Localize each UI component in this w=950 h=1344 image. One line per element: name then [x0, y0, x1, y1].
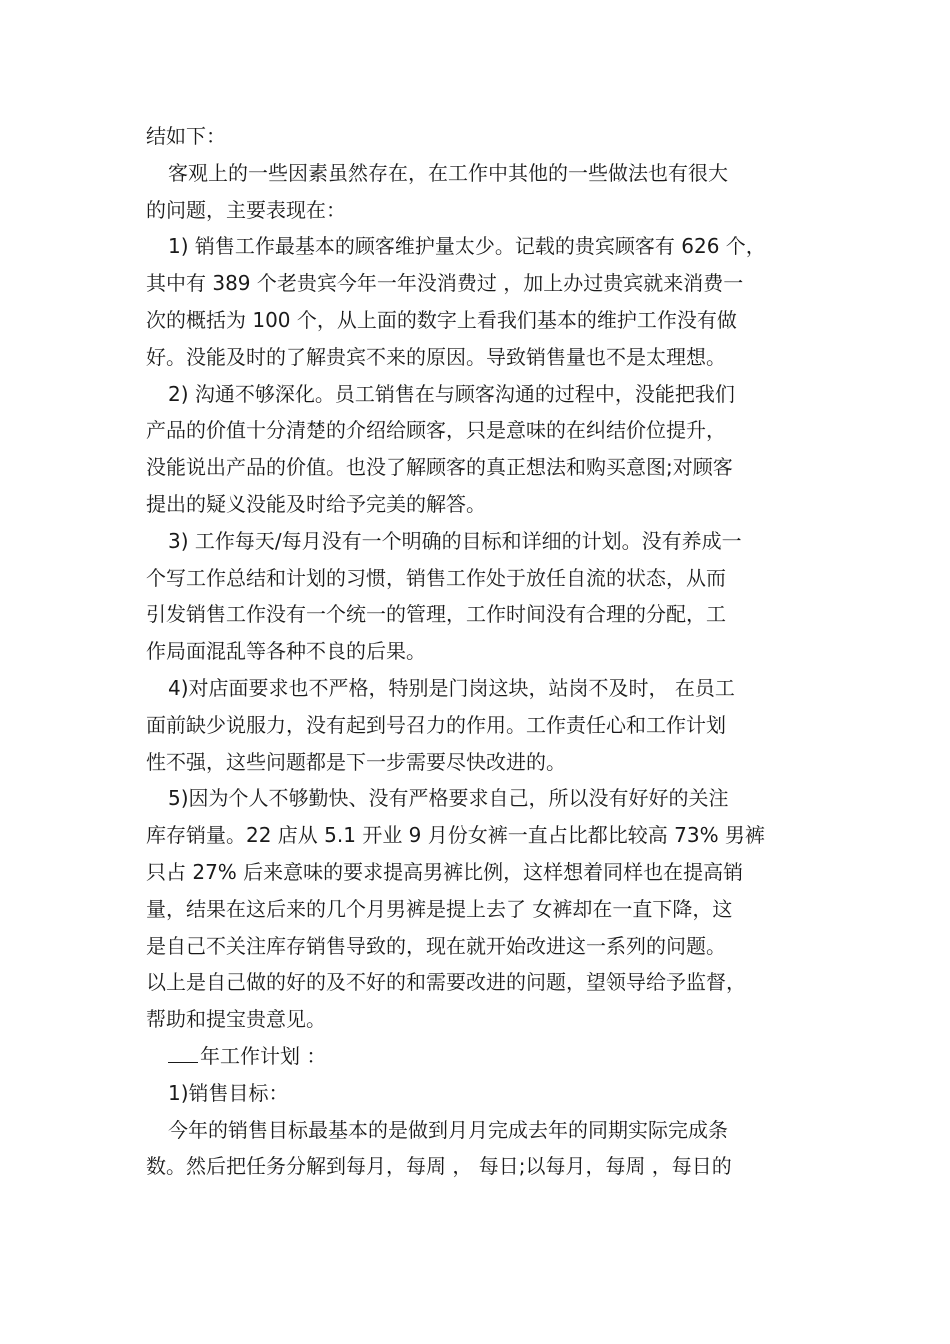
- paragraph-line: [146, 412, 826, 449]
- paragraph-line: [146, 376, 826, 413]
- line-text: 以上是自己做的好的及不好的和需要改进的问题，望领导给予监督，: [146, 970, 746, 995]
- line-text: 好。没能及时的了解贵宾不来的原因。导致销售量也不是太理想。: [146, 344, 726, 369]
- line-text: 引发销售工作没有一个统一的管理，工作时间没有合理的分配，工: [146, 602, 726, 627]
- paragraph-line: [146, 633, 826, 670]
- paragraph-line: [146, 192, 826, 229]
- line-text: 帮助和提宝贵意见。: [146, 1007, 326, 1032]
- line-text: 的问题，主要表现在：: [146, 197, 346, 222]
- paragraph-line: [146, 928, 826, 965]
- line-text: 提出的疑义没能及时给予完美的解答。: [146, 491, 486, 516]
- blank-underline: [168, 1040, 198, 1063]
- paragraph-line: [146, 1038, 826, 1075]
- paragraph-line: [146, 228, 826, 265]
- document-body: [146, 118, 826, 1185]
- line-text: 面前缺少说服力，没有起到号召力的作用。工作责任心和工作计划: [146, 712, 726, 737]
- line-text: 其中有 389 个老贵宾今年一年没消费过 ，加上办过贵宾就来消费一: [146, 271, 744, 296]
- paragraph-line: [146, 854, 826, 891]
- paragraph-line: [146, 1112, 826, 1149]
- line-text: 1) 销售工作最基本的顾客维护量太少。记载的贵宾顾客有 626 个，: [168, 234, 766, 259]
- line-text: 库存销量。22 店从 5.1 开业 9 月份女裤一直占比都比较高 73% 男裤: [146, 823, 765, 848]
- line-text: 个写工作总结和计划的习惯，销售工作处于放任自流的状态，从而: [146, 565, 726, 590]
- line-text: 性不强，这些问题都是下一步需要尽快改进的。: [146, 749, 566, 774]
- paragraph-line: [146, 817, 826, 854]
- paragraph-line: [146, 780, 826, 817]
- line-text: 3) 工作每天/每月没有一个明确的目标和详细的计划。没有养成一: [168, 528, 742, 553]
- line-text: 没能说出产品的价值。也没了解顾客的真正想法和购买意图;对顾客: [146, 455, 733, 480]
- line-text: 只占 27% 后来意味的要求提高男裤比例，这样想着同样也在提高销: [146, 859, 744, 884]
- line-text: 4)对店面要求也不严格，特别是门岗这块，站岗不及时， 在员工: [168, 675, 735, 700]
- paragraph-line: [146, 1001, 826, 1038]
- paragraph-line: [146, 964, 826, 1001]
- line-text: 客观上的一些因素虽然存在，在工作中其他的一些做法也有很大: [168, 160, 728, 185]
- line-text: 次的概括为 100 个，从上面的数字上看我们基本的维护工作没有做: [146, 307, 737, 332]
- line-text: 是自己不关注库存销售导致的，现在就开始改进这一系列的问题。: [146, 933, 726, 958]
- line-text: 数。然后把任务分解到每月，每周 ， 每日;以每月，每周 ，每日的: [146, 1154, 732, 1179]
- paragraph-line: [146, 1075, 826, 1112]
- paragraph-line: [146, 523, 826, 560]
- line-text: 5)因为个人不够勤快、没有严格要求自己，所以没有好好的关注: [168, 786, 729, 811]
- paragraph-line: [146, 155, 826, 192]
- paragraph-line: [146, 670, 826, 707]
- line-text: 年工作计划 ：: [200, 1043, 327, 1068]
- line-text: 量，结果在这后来的几个月男裤是提上去了 女裤却在一直下降，这: [146, 896, 733, 921]
- paragraph-line: [146, 302, 826, 339]
- line-text: 今年的销售目标最基本的是做到月月完成去年的同期实际完成条: [168, 1117, 728, 1142]
- line-text: 2) 沟通不够深化。员工销售在与顾客沟通的过程中，没能把我们: [168, 381, 735, 406]
- paragraph-line: [146, 339, 826, 376]
- paragraph-line: [146, 596, 826, 633]
- paragraph-line: [146, 560, 826, 597]
- line-text: 1)销售目标：: [168, 1080, 289, 1105]
- paragraph-line: [146, 1148, 826, 1185]
- paragraph-line: [146, 265, 826, 302]
- paragraph-line: [146, 118, 826, 155]
- line-text: 产品的价值十分清楚的介绍给顾客，只是意味的在纠结价位提升，: [146, 418, 726, 443]
- paragraph-line: [146, 891, 826, 928]
- paragraph-line: [146, 707, 826, 744]
- line-text: 作局面混乱等各种不良的后果。: [146, 639, 426, 664]
- paragraph-line: [146, 449, 826, 486]
- line-text: 结如下：: [146, 124, 226, 148]
- paragraph-line: [146, 744, 826, 781]
- paragraph-line: [146, 486, 826, 523]
